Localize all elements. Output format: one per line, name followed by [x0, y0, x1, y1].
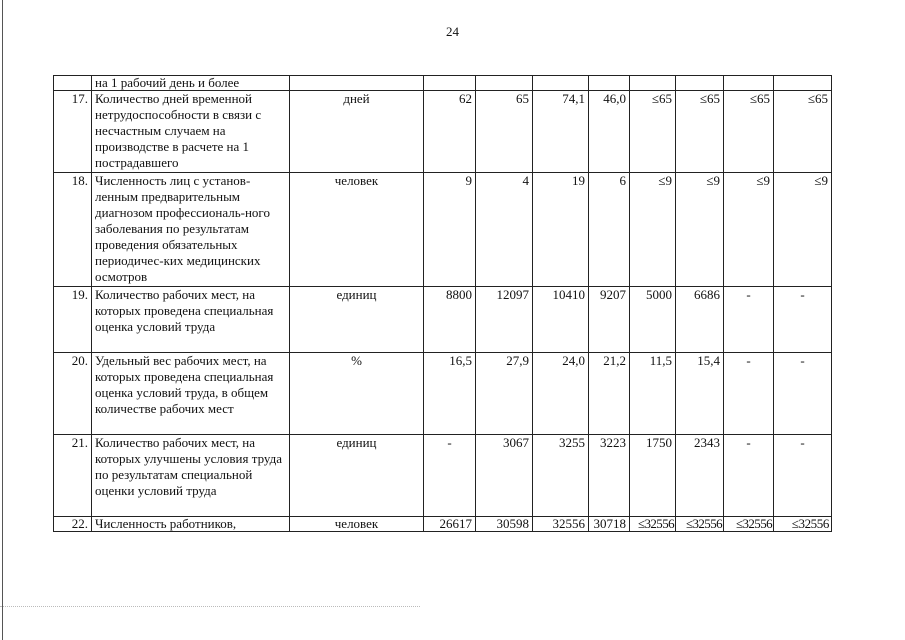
value-cell: 3067: [476, 435, 533, 517]
table-row: [54, 435, 832, 517]
value-cell: [676, 76, 724, 91]
value-cell: -: [724, 353, 774, 435]
value-cell: 9207: [589, 287, 630, 353]
table-row: [54, 287, 832, 353]
value-cell: ≤65: [724, 91, 774, 173]
table-row: [54, 91, 832, 173]
row-number: 20.: [54, 353, 92, 435]
indicator-name: Удельный вес рабочих мест, на которых проведена специальная оценка условий труда, в общем количестве рабочих мест: [92, 353, 290, 435]
value-cell: ≤65: [630, 91, 676, 173]
value-cell: 12097: [476, 287, 533, 353]
indicator-name: Количество рабочих мест, на которых проведена специальная оценка условий труда: [92, 287, 290, 353]
value-cell: 2343: [676, 435, 724, 517]
table-row: [54, 517, 832, 532]
value-cell: [724, 76, 774, 91]
value-cell: 32556: [533, 517, 589, 532]
unit-cell: человек: [290, 517, 424, 532]
unit-cell: [290, 76, 424, 91]
value-cell: [476, 76, 533, 91]
value-cell: 6686: [676, 287, 724, 353]
value-cell: 6: [589, 173, 630, 287]
value-cell: ≤32556: [630, 517, 676, 532]
value-cell: 30598: [476, 517, 533, 532]
unit-cell: дней: [290, 91, 424, 173]
value-cell: 1750: [630, 435, 676, 517]
value-cell: 11,5: [630, 353, 676, 435]
value-cell: 21,2: [589, 353, 630, 435]
row-number: 21.: [54, 435, 92, 517]
value-cell: [774, 76, 832, 91]
row-number: [54, 76, 92, 91]
scan-noise-line: [0, 606, 420, 608]
table-row: [54, 173, 832, 287]
value-cell: -: [724, 435, 774, 517]
value-cell: 24,0: [533, 353, 589, 435]
value-cell: -: [774, 435, 832, 517]
value-cell: 16,5: [424, 353, 476, 435]
value-cell: ≤32556: [724, 517, 774, 532]
value-cell: [589, 76, 630, 91]
row-number: 22.: [54, 517, 92, 532]
value-cell: 62: [424, 91, 476, 173]
value-cell: [533, 76, 589, 91]
value-cell: ≤9: [774, 173, 832, 287]
value-cell: 5000: [630, 287, 676, 353]
page-number: 24: [446, 24, 459, 39]
value-cell: 3255: [533, 435, 589, 517]
value-cell: 3223: [589, 435, 630, 517]
value-cell: ≤9: [676, 173, 724, 287]
unit-cell: человек: [290, 173, 424, 287]
value-cell: -: [424, 435, 476, 517]
value-cell: 10410: [533, 287, 589, 353]
indicator-name: Количество рабочих мест, на которых улучшены условия труда по результатам специальной оценки условий труда: [92, 435, 290, 517]
table-row: [54, 76, 832, 91]
value-cell: 74,1: [533, 91, 589, 173]
scan-edge-line: [2, 0, 3, 640]
row-number: 17.: [54, 91, 92, 173]
value-cell: -: [724, 287, 774, 353]
indicator-table: [53, 75, 832, 532]
value-cell: 30718: [589, 517, 630, 532]
indicator-name: Количество дней временной нетрудоспособности в связи с несчастным случаем на производстве в расчете на 1 пострадавшего: [92, 91, 290, 173]
value-cell: ≤32556: [676, 517, 724, 532]
value-cell: ≤9: [630, 173, 676, 287]
unit-cell: %: [290, 353, 424, 435]
row-number: 19.: [54, 287, 92, 353]
indicator-name: Численность лиц с установ-ленным предварительным диагнозом профессиональ-ного заболевания по результатам проведения обязательных периодичес-ких медицинских осмотров: [92, 173, 290, 287]
value-cell: 46,0: [589, 91, 630, 173]
value-cell: ≤32556: [774, 517, 832, 532]
value-cell: -: [774, 287, 832, 353]
value-cell: 15,4: [676, 353, 724, 435]
value-cell: 19: [533, 173, 589, 287]
table-row: [54, 353, 832, 435]
value-cell: 8800: [424, 287, 476, 353]
value-cell: ≤65: [676, 91, 724, 173]
value-cell: 27,9: [476, 353, 533, 435]
unit-cell: единиц: [290, 287, 424, 353]
value-cell: 4: [476, 173, 533, 287]
indicator-name: Численность работников,: [92, 517, 290, 532]
unit-cell: единиц: [290, 435, 424, 517]
value-cell: 9: [424, 173, 476, 287]
value-cell: -: [774, 353, 832, 435]
value-cell: ≤65: [774, 91, 832, 173]
value-cell: ≤9: [724, 173, 774, 287]
value-cell: [424, 76, 476, 91]
value-cell: 65: [476, 91, 533, 173]
value-cell: 26617: [424, 517, 476, 532]
row-number: 18.: [54, 173, 92, 287]
value-cell: [630, 76, 676, 91]
indicator-name: на 1 рабочий день и более: [92, 76, 290, 91]
